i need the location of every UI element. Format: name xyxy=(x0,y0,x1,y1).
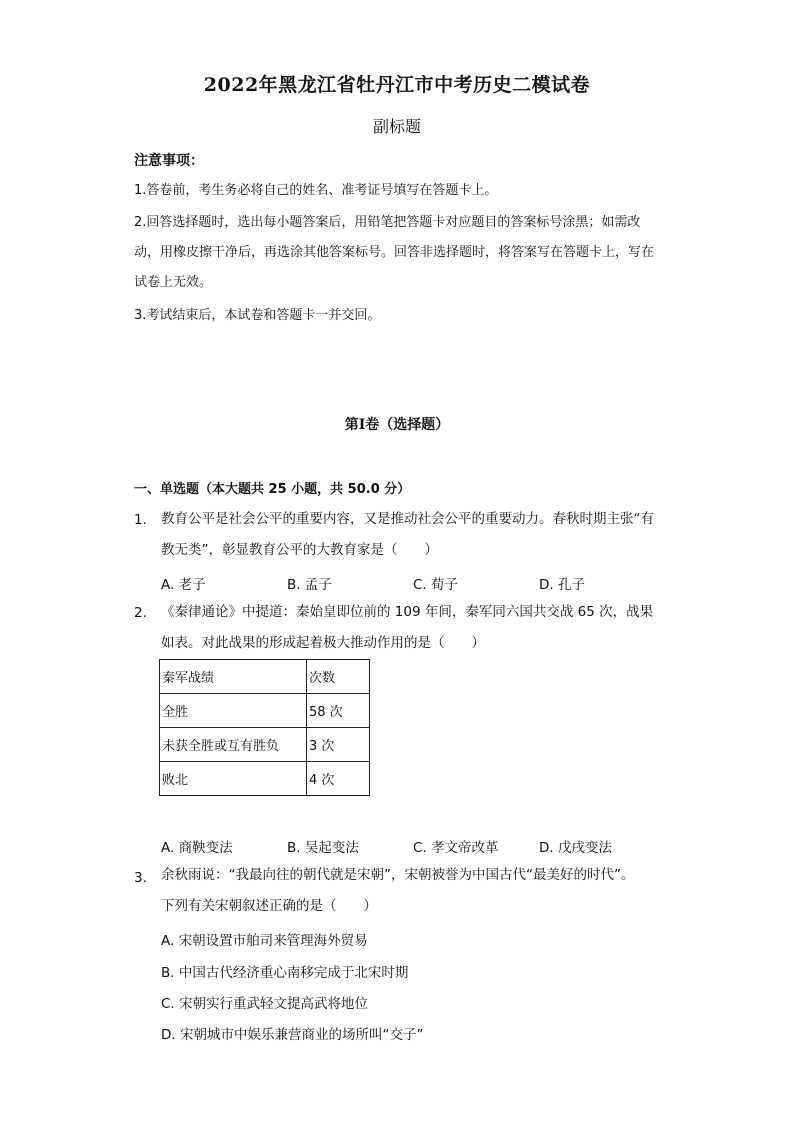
table-header-cell: 秦军战绩 xyxy=(160,660,307,694)
notice-item-2: 2.回答选择题时，选出每小题答案后，用铅笔把答题卡对应题目的答案标号涂黑；如需改动，用橡皮擦干净后，再选涂其他答案标号。回答非选择题时，将答案写在答题卡上，写在试卷上无效。 xyxy=(134,215,655,290)
question-2-option-b: B. 吴起变法 xyxy=(287,840,359,856)
table-cell: 全胜 xyxy=(160,694,307,728)
question-1-option-a: A. 老子 xyxy=(161,577,206,593)
question-3-option-b: B. 中国古代经济重心南移完成于北宋时期 xyxy=(161,965,409,981)
exam-subtitle: 副标题 xyxy=(372,117,421,136)
section-title: 第Ⅰ卷（选择题） xyxy=(344,417,450,433)
question-3-number: 3. xyxy=(134,870,147,886)
table-header-cell: 次数 xyxy=(307,660,370,694)
table-cell: 败北 xyxy=(160,762,307,796)
question-3-option-a: A. 宋朝设置市舶司来管理海外贸易 xyxy=(161,933,368,949)
question-3-option-c: C. 宋朝实行重武轻文提高武将地位 xyxy=(161,996,369,1012)
table-cell: 58 次 xyxy=(307,694,370,728)
question-2-option-c: C. 孝文帝改革 xyxy=(413,840,499,856)
question-3-line-2: 下列有关宋朝叙述正确的是（ ） xyxy=(161,898,377,914)
question-1-option-c: C. 荀子 xyxy=(413,577,459,593)
table-row xyxy=(160,694,370,728)
battle-results-table xyxy=(159,659,370,796)
notice-item-1: 1.答卷前，考生务必将自己的姓名、准考证号填写在答题卡上。 xyxy=(134,183,498,198)
part-heading: 一、单选题（本大题共 25 小题，共 50.0 分） xyxy=(134,482,411,497)
table-row xyxy=(160,762,370,796)
question-1-option-b: B. 孟子 xyxy=(287,577,332,593)
question-2-number: 2. xyxy=(134,605,147,621)
question-1-option-d: D. 孔子 xyxy=(539,577,585,593)
notice-item-3: 3.考试结束后，本试卷和答题卡一并交回。 xyxy=(134,308,381,323)
question-3-option-d: D. 宋朝城市中娱乐兼营商业的场所叫“交子” xyxy=(161,1027,424,1043)
table-cell: 4 次 xyxy=(307,762,370,796)
question-2-line-2: 如表。对此战果的形成起着极大推动作用的是（ ） xyxy=(161,635,485,651)
table-cell: 未获全胜或互有胜负 xyxy=(160,728,307,762)
question-2-option-a: A. 商鞅变法 xyxy=(161,840,233,856)
question-1-line-1: 教育公平是社会公平的重要内容，又是推动社会公平的重要动力。春秋时期主张“有 xyxy=(161,511,654,527)
exam-title: 2022年黑龙江省牡丹江市中考历史二模试卷 xyxy=(203,74,591,96)
table-cell: 3 次 xyxy=(307,728,370,762)
question-1-line-2: 教无类”，彰显教育公平的大教育家是（ ） xyxy=(161,542,438,558)
question-2-option-d: D. 戊戌变法 xyxy=(539,840,612,856)
question-1-number: 1. xyxy=(134,512,147,528)
table-header-row xyxy=(160,660,370,694)
notice-heading: 注意事项： xyxy=(134,153,204,169)
question-3-line-1: 余秋雨说：“我最向往的朝代就是宋朝”，宋朝被誉为中国古代“最美好的时代”。 xyxy=(161,867,635,883)
table-row xyxy=(160,728,370,762)
question-2-line-1: 《秦律通论》中提道：秦始皇即位前的 109 年间，秦军同六国共交战 65 次，战果 xyxy=(161,604,654,620)
